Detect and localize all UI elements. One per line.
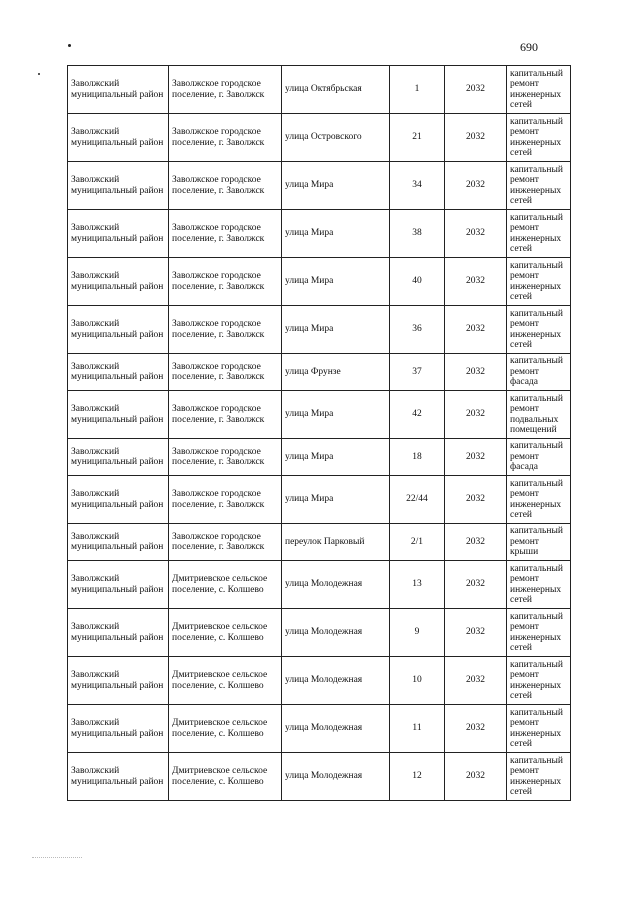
district-cell: Заволжский муниципальный район <box>68 439 169 476</box>
year-cell: 2032 <box>445 609 507 657</box>
scan-speck <box>68 44 71 47</box>
table-row <box>68 258 571 306</box>
work-cell: капитальный ремонт инженерных сетей <box>507 306 571 354</box>
year-cell: 2032 <box>445 524 507 561</box>
house-cell: 11 <box>390 705 445 753</box>
year-cell: 2032 <box>445 561 507 609</box>
settlement-cell: Дмитриевское сельское поселение, с. Колшево <box>169 657 282 705</box>
settlement-cell: Заволжское городское поселение, г. Заволжск <box>169 114 282 162</box>
work-cell: капитальный ремонт инженерных сетей <box>507 609 571 657</box>
year-cell: 2032 <box>445 354 507 391</box>
year-cell: 2032 <box>445 114 507 162</box>
year-cell: 2032 <box>445 753 507 801</box>
street-cell: улица Мира <box>282 391 390 439</box>
house-cell: 10 <box>390 657 445 705</box>
work-cell: капитальный ремонт инженерных сетей <box>507 66 571 114</box>
settlement-cell: Заволжское городское поселение, г. Заволжск <box>169 210 282 258</box>
district-cell: Заволжский муниципальный район <box>68 476 169 524</box>
scan-artifact-line <box>32 857 82 858</box>
settlement-cell: Заволжское городское поселение, г. Заволжск <box>169 354 282 391</box>
house-cell: 37 <box>390 354 445 391</box>
street-cell: улица Молодежная <box>282 657 390 705</box>
district-cell: Заволжский муниципальный район <box>68 306 169 354</box>
district-cell: Заволжский муниципальный район <box>68 657 169 705</box>
work-cell: капитальный ремонт инженерных сетей <box>507 705 571 753</box>
house-cell: 12 <box>390 753 445 801</box>
settlement-cell: Дмитриевское сельское поселение, с. Колшево <box>169 705 282 753</box>
work-cell: капитальный ремонт инженерных сетей <box>507 753 571 801</box>
district-cell: Заволжский муниципальный район <box>68 609 169 657</box>
settlement-cell: Заволжское городское поселение, г. Заволжск <box>169 476 282 524</box>
year-cell: 2032 <box>445 66 507 114</box>
street-cell: улица Мира <box>282 258 390 306</box>
year-cell: 2032 <box>445 391 507 439</box>
housing-repair-table <box>67 65 571 801</box>
year-cell: 2032 <box>445 476 507 524</box>
district-cell: Заволжский муниципальный район <box>68 114 169 162</box>
work-cell: капитальный ремонт фасада <box>507 354 571 391</box>
year-cell: 2032 <box>445 705 507 753</box>
settlement-cell: Дмитриевское сельское поселение, с. Колшево <box>169 753 282 801</box>
scan-speck <box>38 73 40 75</box>
work-cell: капитальный ремонт инженерных сетей <box>507 114 571 162</box>
work-cell: капитальный ремонт инженерных сетей <box>507 162 571 210</box>
settlement-cell: Заволжское городское поселение, г. Заволжск <box>169 524 282 561</box>
table-row <box>68 391 571 439</box>
district-cell: Заволжский муниципальный район <box>68 524 169 561</box>
table-row <box>68 561 571 609</box>
work-cell: капитальный ремонт инженерных сетей <box>507 258 571 306</box>
settlement-cell: Заволжское городское поселение, г. Заволжск <box>169 391 282 439</box>
table-row <box>68 306 571 354</box>
house-cell: 36 <box>390 306 445 354</box>
house-cell: 42 <box>390 391 445 439</box>
street-cell: улица Мира <box>282 210 390 258</box>
street-cell: улица Островского <box>282 114 390 162</box>
table-row <box>68 210 571 258</box>
street-cell: улица Мира <box>282 439 390 476</box>
table-row <box>68 753 571 801</box>
house-cell: 38 <box>390 210 445 258</box>
work-cell: капитальный ремонт подвальных помещений <box>507 391 571 439</box>
work-cell: капитальный ремонт крыши <box>507 524 571 561</box>
house-cell: 13 <box>390 561 445 609</box>
settlement-cell: Дмитриевское сельское поселение, с. Колшево <box>169 561 282 609</box>
street-cell: улица Мира <box>282 306 390 354</box>
settlement-cell: Заволжское городское поселение, г. Заволжск <box>169 66 282 114</box>
work-cell: капитальный ремонт фасада <box>507 439 571 476</box>
district-cell: Заволжский муниципальный район <box>68 753 169 801</box>
street-cell: улица Молодежная <box>282 609 390 657</box>
table-row <box>68 476 571 524</box>
settlement-cell: Дмитриевское сельское поселение, с. Колшево <box>169 609 282 657</box>
work-cell: капитальный ремонт инженерных сетей <box>507 657 571 705</box>
year-cell: 2032 <box>445 258 507 306</box>
settlement-cell: Заволжское городское поселение, г. Заволжск <box>169 306 282 354</box>
year-cell: 2032 <box>445 439 507 476</box>
table-row <box>68 66 571 114</box>
table-row <box>68 114 571 162</box>
house-cell: 1 <box>390 66 445 114</box>
house-cell: 22/44 <box>390 476 445 524</box>
house-cell: 9 <box>390 609 445 657</box>
street-cell: улица Молодежная <box>282 705 390 753</box>
district-cell: Заволжский муниципальный район <box>68 391 169 439</box>
table-row <box>68 439 571 476</box>
district-cell: Заволжский муниципальный район <box>68 210 169 258</box>
house-cell: 18 <box>390 439 445 476</box>
year-cell: 2032 <box>445 306 507 354</box>
settlement-cell: Заволжское городское поселение, г. Заволжск <box>169 258 282 306</box>
district-cell: Заволжский муниципальный район <box>68 705 169 753</box>
settlement-cell: Заволжское городское поселение, г. Заволжск <box>169 162 282 210</box>
year-cell: 2032 <box>445 210 507 258</box>
street-cell: улица Мира <box>282 162 390 210</box>
house-cell: 2/1 <box>390 524 445 561</box>
district-cell: Заволжский муниципальный район <box>68 66 169 114</box>
district-cell: Заволжский муниципальный район <box>68 561 169 609</box>
district-cell: Заволжский муниципальный район <box>68 162 169 210</box>
work-cell: капитальный ремонт инженерных сетей <box>507 210 571 258</box>
settlement-cell: Заволжское городское поселение, г. Заволжск <box>169 439 282 476</box>
house-cell: 40 <box>390 258 445 306</box>
table-row <box>68 705 571 753</box>
table-row <box>68 162 571 210</box>
district-cell: Заволжский муниципальный район <box>68 354 169 391</box>
table-row <box>68 524 571 561</box>
street-cell: улица Молодежная <box>282 561 390 609</box>
street-cell: переулок Парковый <box>282 524 390 561</box>
table-row <box>68 354 571 391</box>
work-cell: капитальный ремонт инженерных сетей <box>507 561 571 609</box>
house-cell: 34 <box>390 162 445 210</box>
street-cell: улица Мира <box>282 476 390 524</box>
street-cell: улица Октябрьская <box>282 66 390 114</box>
page-number: 690 <box>520 40 538 54</box>
table-row <box>68 657 571 705</box>
year-cell: 2032 <box>445 657 507 705</box>
street-cell: улица Молодежная <box>282 753 390 801</box>
district-cell: Заволжский муниципальный район <box>68 258 169 306</box>
table-row <box>68 609 571 657</box>
street-cell: улица Фрунзе <box>282 354 390 391</box>
year-cell: 2032 <box>445 162 507 210</box>
work-cell: капитальный ремонт инженерных сетей <box>507 476 571 524</box>
house-cell: 21 <box>390 114 445 162</box>
